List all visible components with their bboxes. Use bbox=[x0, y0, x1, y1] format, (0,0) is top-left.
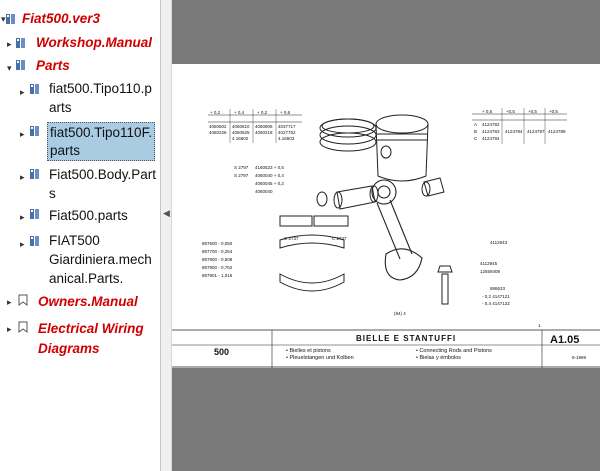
bearing-code: 887900 - 0,762 bbox=[202, 265, 233, 270]
tree-item-giardiniera-line1[interactable]: FIAT500 bbox=[49, 233, 100, 248]
bearing-code: 887800 - 0,508 bbox=[202, 257, 233, 262]
table-cell: 4124782 bbox=[482, 122, 500, 127]
part-code: 4060045 + 0,2 bbox=[255, 181, 284, 186]
book-icon bbox=[15, 37, 27, 49]
bearing-code: 887600 - 0,050 bbox=[202, 241, 233, 246]
tree-item-giardiniera-line3[interactable]: anical.Parts. bbox=[49, 271, 124, 286]
print-year: 8-1969 bbox=[572, 355, 587, 360]
table-cell: 4.16603 bbox=[278, 136, 295, 141]
table-header-cell: +0,5 bbox=[528, 109, 537, 114]
table-cell: B bbox=[474, 129, 478, 134]
table-cell: C bbox=[474, 136, 478, 141]
tree-root-label[interactable]: Fiat500.ver3 bbox=[22, 11, 101, 26]
tree-item-body-parts-line1[interactable]: Fiat500.Body.Part bbox=[49, 167, 157, 182]
expand-toggle[interactable]: ▸ bbox=[7, 324, 12, 334]
bearing-code: 887901 - 1,016 bbox=[202, 273, 233, 278]
tree-item-owners-manual[interactable]: Owners.Manual bbox=[38, 294, 138, 309]
table-cell: 4060602 bbox=[209, 124, 227, 129]
table-cell: 4060218 bbox=[255, 130, 273, 135]
book-icon bbox=[29, 168, 41, 180]
table-cell: A bbox=[474, 122, 478, 127]
table-cell: 4124787 bbox=[527, 129, 545, 134]
page-marker: 1 bbox=[538, 323, 541, 328]
part-code: 4160523 + 0,5 bbox=[255, 165, 284, 170]
table-cell: 4124784 bbox=[505, 129, 523, 134]
tree-item-giardiniera-line2[interactable]: Giardiniera.mech bbox=[49, 252, 152, 267]
expand-toggle[interactable]: ▾ bbox=[1, 14, 6, 24]
desc-de: • Pleuelstangen und Kolben bbox=[286, 355, 354, 361]
table-cell: 4124788 bbox=[548, 129, 566, 134]
desc-fr: • Bielles et pistons bbox=[286, 348, 331, 354]
manual-page bbox=[172, 64, 600, 368]
part-label: C 2737 bbox=[332, 236, 347, 241]
desc-es: • Bielas y émbolos bbox=[416, 355, 462, 361]
bookmark-tree bbox=[0, 0, 160, 471]
tree-item-label-line2: parts bbox=[50, 143, 81, 158]
page-title: BIELLE E STANTUFFI bbox=[356, 334, 457, 343]
tree-item-label-line1: fiat500.Tipo110F. bbox=[50, 125, 153, 140]
table-cell: 4060226 bbox=[209, 130, 227, 135]
part-code: S 2797 bbox=[234, 173, 249, 178]
table-header-cell: + 0,4 bbox=[234, 110, 245, 115]
book-icon bbox=[29, 125, 41, 137]
tree-item-fiat500-parts[interactable]: Fiat500.parts bbox=[49, 208, 128, 223]
bookmark-icon bbox=[17, 321, 29, 333]
collapse-pane-icon[interactable]: ◀ bbox=[163, 208, 170, 218]
table-cell: 4060906 bbox=[255, 124, 273, 129]
tree-item-body-parts-line2[interactable]: s bbox=[49, 186, 56, 201]
table-cell: 4124784 bbox=[482, 136, 500, 141]
table-header-cell: + 0,6 bbox=[280, 110, 291, 115]
expand-toggle[interactable]: ▸ bbox=[20, 172, 25, 182]
tree-item-tipo110f-parts[interactable] bbox=[47, 122, 155, 161]
expand-toggle[interactable]: ▸ bbox=[20, 87, 25, 97]
book-icon bbox=[29, 83, 41, 95]
table-cell: 4037717 bbox=[278, 124, 296, 129]
part-label: 4112943 bbox=[490, 240, 508, 245]
table-header-cell: + 0,2 bbox=[210, 110, 221, 115]
expand-toggle[interactable]: ▸ bbox=[7, 39, 12, 49]
book-icon bbox=[5, 13, 17, 25]
expand-toggle[interactable]: ▸ bbox=[20, 129, 25, 139]
book-icon bbox=[15, 59, 27, 71]
expand-toggle[interactable]: ▾ bbox=[7, 63, 12, 73]
table-cell: 4.16602 bbox=[232, 136, 249, 141]
tree-item-workshop-manual[interactable]: Workshop.Manual bbox=[36, 35, 153, 50]
tree-item-electrical-wiring-line2[interactable]: Diagrams bbox=[38, 341, 100, 356]
bolt-code: 12559408 bbox=[480, 269, 501, 274]
table-cell: 4060610 bbox=[232, 124, 250, 129]
table-cell: 4124783 bbox=[482, 129, 500, 134]
expand-toggle[interactable]: ▸ bbox=[20, 239, 25, 249]
part-code: S 2797 bbox=[234, 165, 249, 170]
table-cell: 4060625 bbox=[232, 130, 250, 135]
book-icon bbox=[29, 235, 41, 247]
expand-toggle[interactable]: ▸ bbox=[7, 297, 12, 307]
model-number: 500 bbox=[214, 347, 230, 357]
tree-item-electrical-wiring-line1[interactable]: Electrical Wiring bbox=[38, 321, 144, 336]
desc-en: • Connecting Rods and Pistons bbox=[416, 348, 492, 354]
nut-code: - 0,2 4147121 bbox=[482, 294, 510, 299]
bearing-code: 887700 - 0,254 bbox=[202, 249, 233, 254]
nut-code: - 0,4 4147122 bbox=[482, 301, 510, 306]
part-label: (94) 4 bbox=[394, 311, 406, 316]
page-code: A1.05 bbox=[550, 334, 580, 346]
book-icon bbox=[29, 208, 41, 220]
tree-item-tipo110-parts-line2[interactable]: arts bbox=[49, 100, 72, 115]
bolt-code: 4112945 bbox=[480, 261, 498, 266]
pane-splitter[interactable] bbox=[160, 0, 172, 471]
table-header-cell: + 0,5 bbox=[482, 109, 493, 114]
table-header-cell: +0,5 bbox=[506, 109, 515, 114]
document-viewer[interactable] bbox=[172, 0, 600, 471]
table-header-cell: +0,5 bbox=[549, 109, 558, 114]
tree-item-parts[interactable]: Parts bbox=[36, 58, 70, 73]
part-code: 4060040 + 0,4 bbox=[255, 173, 284, 178]
nut-code: 886633 bbox=[490, 286, 506, 291]
table-cell: 4027752 bbox=[278, 130, 296, 135]
bookmark-icon bbox=[17, 294, 29, 306]
tree-item-tipo110-parts-line1[interactable]: fiat500.Tipo110.p bbox=[49, 81, 152, 96]
table-header-cell: + 0,2 bbox=[257, 110, 268, 115]
part-label: C 2737 bbox=[284, 236, 299, 241]
part-code: 4060040 bbox=[255, 189, 273, 194]
expand-toggle[interactable]: ▸ bbox=[20, 212, 25, 222]
